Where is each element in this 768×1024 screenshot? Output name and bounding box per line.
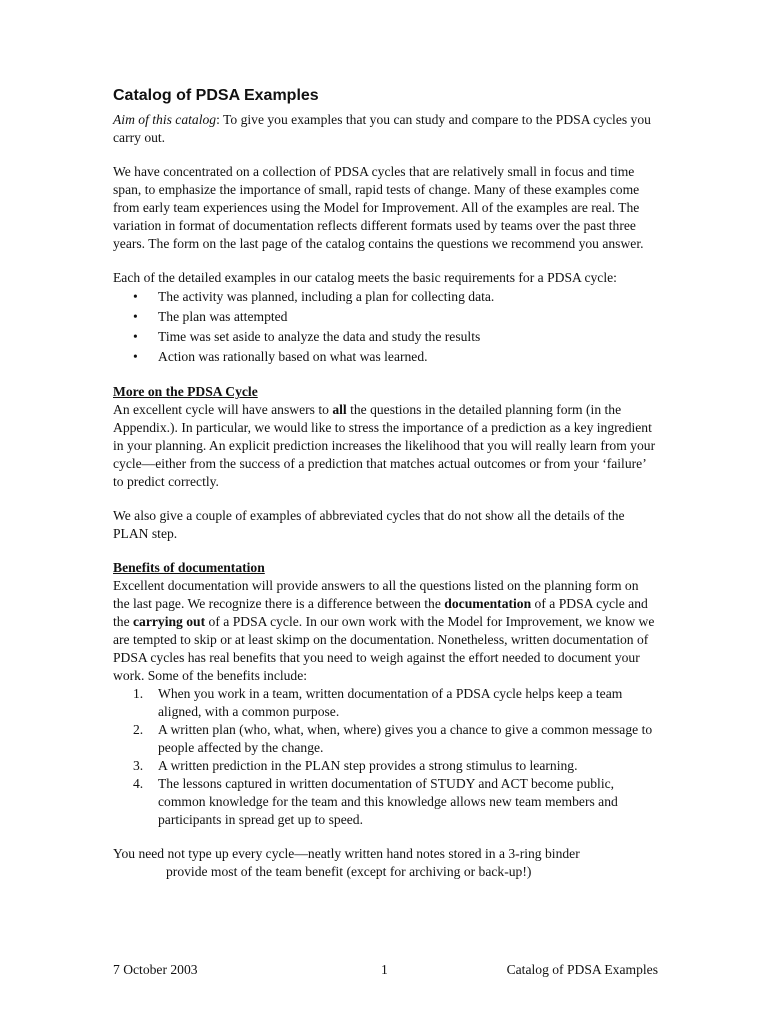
footer-doc-title: Catalog of PDSA Examples [506, 962, 658, 977]
aim-label: Aim of this catalog [113, 112, 217, 127]
aim-paragraph [113, 111, 658, 147]
footer-date: 7 October 2003 [113, 962, 198, 977]
requirements-list [113, 287, 658, 367]
list-item: 3. A written prediction in the PLAN step provides a strong stimulus to learning. [133, 758, 578, 773]
document-body [113, 86, 658, 881]
list-item: • The activity was planned, including a plan for collecting data. [113, 287, 658, 307]
list-item: • Time was set aside to analyze the data and study the results [113, 327, 658, 347]
bullet-icon: • [133, 349, 138, 364]
closing-line: You need not type up every cycle—neatly written hand notes stored in a 3-ring binder [113, 846, 580, 861]
list-item: • Action was rationally based on what was learned. [113, 347, 658, 367]
more-paragraph: An excellent cycle will have answers to all the questions in the detailed planning form (in the Appendix.). In particular, we would like to stress the importance of a prediction as a key ingredient in your planning. An explicit prediction increases the likelihood that you will really learn from your cycle—either from the success of a prediction that matches actual outcomes or from your ‘failure’ to predict correctly. [113, 402, 656, 489]
aim-text: : To give you examples that you can study and compare to the PDSA cycles you carry out. [113, 112, 651, 145]
bullet-icon: • [133, 329, 138, 344]
abbreviated-paragraph: We also give a couple of examples of abbreviated cycles that do not show all the details of the PLAN step. [113, 508, 625, 541]
page-footer [113, 961, 658, 979]
intro-paragraph: We have concentrated on a collection of PDSA cycles that are relatively small in focus and time span, to emphasize the importance of small, rapid tests of change. Many of these examples come from early team experiences using the Model for Improvement. All of the examples are real. The variation in format of documentation reflects different formats used by teams over the past three years. The form on the last page of the catalog contains the questions we recommend you answer. [113, 164, 644, 251]
list-item: 4. The lessons captured in written documentation of STUDY and ACT become public, common knowledge for the team and this knowledge allows new team members and participants in spread get up to speed. [133, 776, 618, 827]
list-item: • The plan was attempted [113, 307, 658, 327]
section-heading-more: More on the PDSA Cycle [113, 384, 258, 399]
page-number: 1 [381, 962, 388, 977]
list-item: 1. When you work in a team, written documentation of a PDSA cycle helps keep a team aligned, with a common purpose. [133, 686, 623, 719]
bullet-icon: • [133, 309, 138, 324]
benefits-paragraph: Excellent documentation will provide answers to all the questions listed on the planning form on the last page. We recognize there is a difference between the documentation of a PDSA cycle and the carrying out of a PDSA cycle. In our own work with the Model for Improvement, we know we are tempted to skip or at least skimp on the documentation. Nonetheless, written documentation of PDSA cycles has real benefits that you need to weigh against the effort needed to document your work. Some of the benefits include: [113, 578, 655, 683]
closing-line-continued: provide most of the team benefit (except for archiving or back-up!) [166, 864, 532, 879]
bullet-icon: • [133, 289, 138, 304]
page-title: Catalog of PDSA Examples [113, 87, 319, 104]
list-item: 2. A written plan (who, what, when, where) gives you a chance to give a common message to people affected by the change. [133, 722, 653, 755]
requirements-intro: Each of the detailed examples in our catalog meets the basic requirements for a PDSA cycle: [113, 270, 617, 285]
section-heading-benefits: Benefits of documentation [113, 560, 265, 575]
benefits-list [113, 685, 658, 829]
